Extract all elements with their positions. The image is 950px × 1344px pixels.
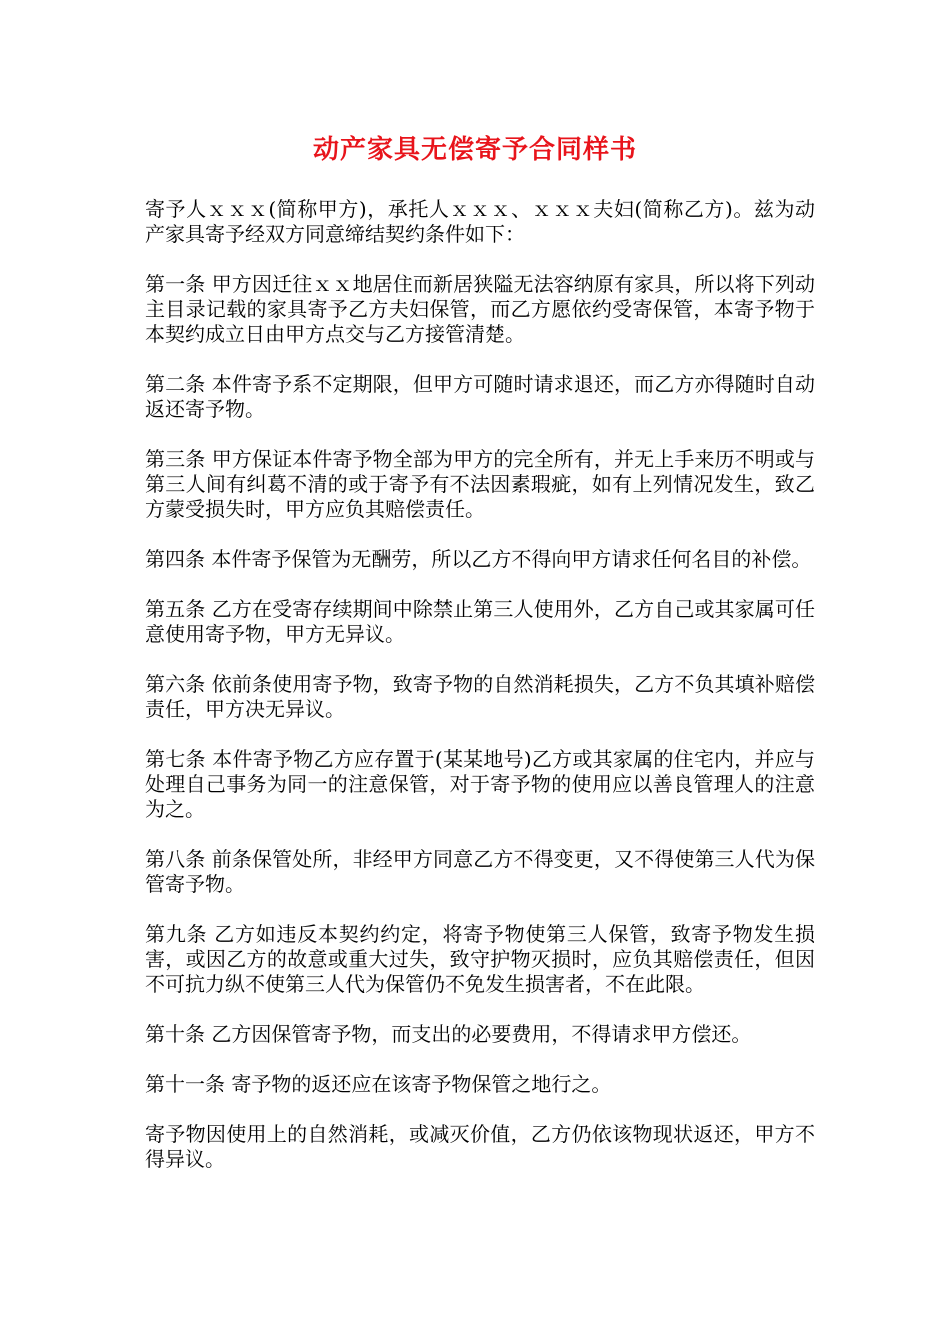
paragraph-article-11: 第十一条 寄予物的返还应在该寄予物保管之地行之。 <box>145 1072 612 1096</box>
paragraph-article-7: 第七条 本件寄予物乙方应存置于(某某地号)乙方或其家属的住宅内，并应与处理自己事务为同一的注意保管，对于寄予物的使用应以善良管理人的注意为之。 <box>145 747 815 821</box>
paragraph-article-5: 第五条 乙方在受寄存续期间中除禁止第三人使用外，乙方自己或其家属可任意使用寄予物，甲方无异议。 <box>145 597 815 646</box>
paragraph-article-11-continued: 寄予物因使用上的自然消耗，或减灭价值，乙方仍依该物现状返还，甲方不得异议。 <box>145 1122 815 1171</box>
paragraph-article-8: 第八条 前条保管处所，非经甲方同意乙方不得变更，又不得使第三人代为保管寄予物。 <box>145 847 815 896</box>
paragraph-article-1: 第一条 甲方因迁往ｘｘ地居住而新居狭隘无法容纳原有家具，所以将下列动主目录记载的家具寄予乙方夫妇保管，而乙方愿依约受寄保管，本寄予物于本契约成立日由甲方点交与乙方接管清楚。 <box>145 272 815 346</box>
paragraph-article-6: 第六条 依前条使用寄予物，致寄予物的自然消耗损失，乙方不负其填补赔偿责任，甲方决无异议。 <box>145 672 815 721</box>
document-body <box>145 197 815 1172</box>
paragraph-article-2: 第二条 本件寄予系不定期限，但甲方可随时请求退还，而乙方亦得随时自动返还寄予物。 <box>145 372 815 421</box>
paragraph-article-3: 第三条 甲方保证本件寄予物全部为甲方的完全所有，并无上手来历不明或与第三人间有纠葛不清的或于寄予有不法因素瑕疵，如有上列情况发生，致乙方蒙受损失时，甲方应负其赔偿责任。 <box>145 447 815 521</box>
paragraph-article-4: 第四条 本件寄予保管为无酬劳，所以乙方不得向甲方请求任何名目的补偿。 <box>145 547 812 571</box>
document-title: 动产家具无偿寄予合同样书 <box>312 135 637 165</box>
paragraph-article-10: 第十条 乙方因保管寄予物，而支出的必要费用，不得请求甲方偿还。 <box>145 1022 752 1046</box>
paragraph-preamble: 寄予人ｘｘｘ(简称甲方)，承托人ｘｘｘ、ｘｘｘ夫妇(简称乙方)。兹为动产家具寄予经双方同意缔结契约条件如下： <box>145 197 815 246</box>
paragraph-article-9: 第九条 乙方如违反本契约约定，将寄予物使第三人保管，致寄予物发生损害，或因乙方的故意或重大过失，致守护物灭损时，应负其赔偿责任，但因不可抗力纵不使第三人代为保管仍不免发生损害者，不在此限。 <box>145 922 815 996</box>
